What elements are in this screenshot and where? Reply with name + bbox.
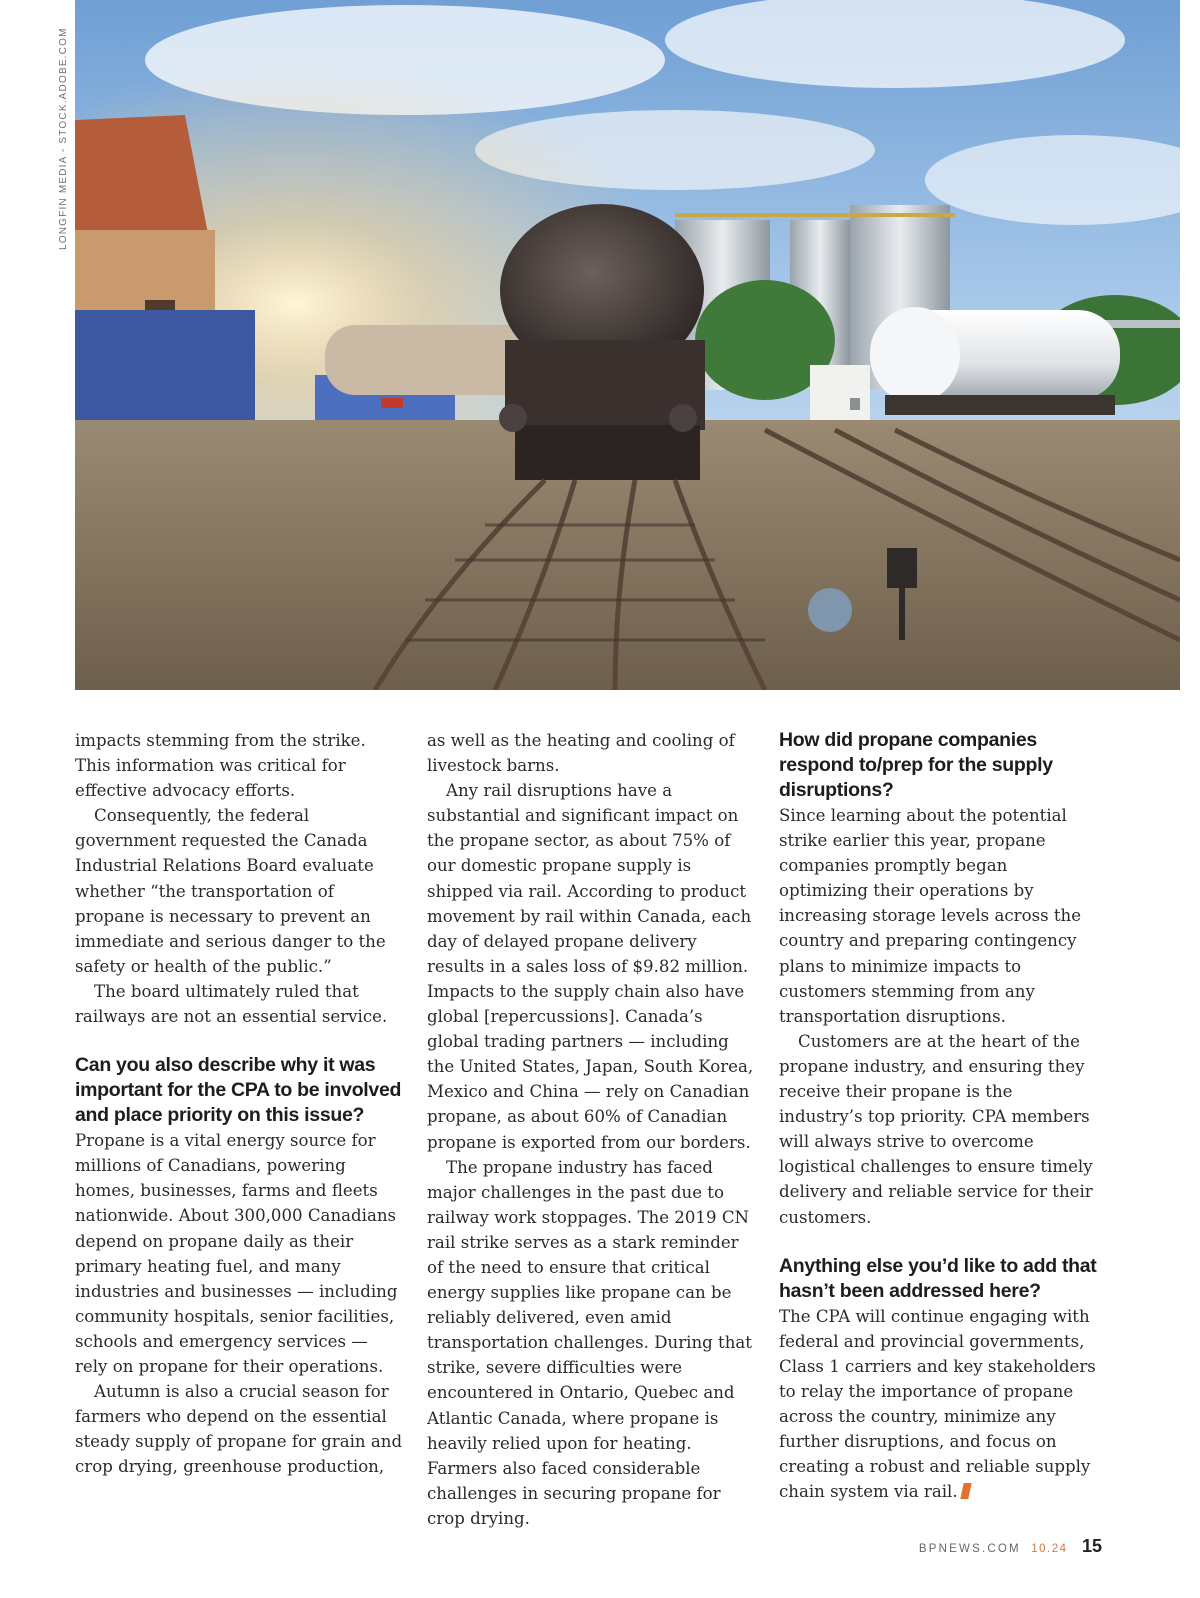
question-heading-anything-else: Anything else you’d like to add that hasn’t been addressed here?	[779, 1254, 1097, 1302]
page-number: 15	[1081, 1536, 1102, 1556]
col1-paragraph-4: Propane is a vital energy source for millions of Canadians, powering homes, businesses, farms and fleets nationwide. About 300,000 Canadians depend on propane daily as their primary heating fuel, and many industries and businesses — including community hospitals, senior facilities, schools and emergency services — rely on propane for their operations.	[75, 1131, 398, 1376]
col1-paragraph-1: impacts stemming from the strike. This information was critical for effective advocacy efforts.	[75, 731, 366, 801]
page-footer	[919, 1536, 1102, 1557]
article-column-1	[75, 728, 405, 1479]
end-mark-icon	[960, 1483, 971, 1499]
col2-paragraph-1: as well as the heating and cooling of livestock barns.	[427, 731, 735, 776]
col1-paragraph-2: Consequently, the federal government requested the Canada Industrial Relations Board evaluate whether “the transportation of propane is necessary to prevent an immediate and serious danger to the safety or health of the public.”	[75, 806, 386, 976]
question-heading-priority: Can you also describe why it was important for the CPA to be involved and place priority on this issue?	[75, 1054, 402, 1127]
col1-paragraph-5: Autumn is also a crucial season for farmers who depend on the essential steady supply of propane for grain and crop drying, greenhouse production,	[75, 1382, 403, 1477]
article-column-2	[427, 728, 757, 1531]
col2-paragraph-3: The propane industry has faced major challenges in the past due to railway work stoppages. The 2019 CN rail strike serves as a stark reminder of the need to ensure that critical energy supplies like propane can be reliably delivered, even amid transportation challenges. During that strike, severe difficulties were encountered in Ontario, Quebec and Atlantic Canada, where propane is heavily relied upon for heating. Farmers also faced considerable challenges in securing propane for crop drying.	[427, 1157, 752, 1528]
footer-site: BPNEWS.COM	[918, 1543, 1021, 1555]
rail-tank-cars-photo	[75, 0, 1180, 690]
col3-paragraph-1: Since learning about the potential strike earlier this year, propane companies promptly began optimizing their operations by increasing storage levels across the country and preparing contingency plans to minimize impacts to customers stemming from any transportation disruptions.	[779, 806, 1082, 1026]
article-column-3	[779, 728, 1101, 1504]
photo-credit: LONGFIN MEDIA - STOCK.ADOBE.COM	[58, 27, 69, 250]
col2-paragraph-2: Any rail disruptions have a substantial and significant impact on the propane sector, as about 75% of our domestic propane supply is shipped via rail. According to product movement by rail within Canada, each day of delayed propane delivery results in a sales loss of $9.82 million. Impacts to the supply chain also have global [repercussions]. Canada’s global trading partners — including the United States, Japan, South Korea, Mexico and China — rely on Canadian propane, as about 60% of Canadian propane is exported from our borders.	[427, 781, 754, 1152]
col3-paragraph-2: Customers are at the heart of the propane industry, and ensuring they receive their propane is the industry’s top priority. CPA members will always strive to overcome logistical challenges to ensure timely delivery and reliable service for their customers.	[779, 1031, 1093, 1227]
footer-issue-date: 10.24	[1031, 1543, 1068, 1555]
col3-paragraph-3: The CPA will continue engaging with federal and provincial governments, Class 1 carriers and key stakeholders to relay the importance of propane across the country, minimize any further disruptions, and focus on creating a robust and reliable supply chain system via rail.	[779, 1306, 1096, 1502]
col1-paragraph-3: The board ultimately ruled that railways are not an essential service.	[75, 981, 388, 1027]
hero-photo	[75, 0, 1180, 690]
question-heading-response: How did propane companies respond to/prep for the supply disruptions?	[779, 729, 1053, 801]
col3-paragraph-3-wrap	[779, 1304, 1101, 1505]
